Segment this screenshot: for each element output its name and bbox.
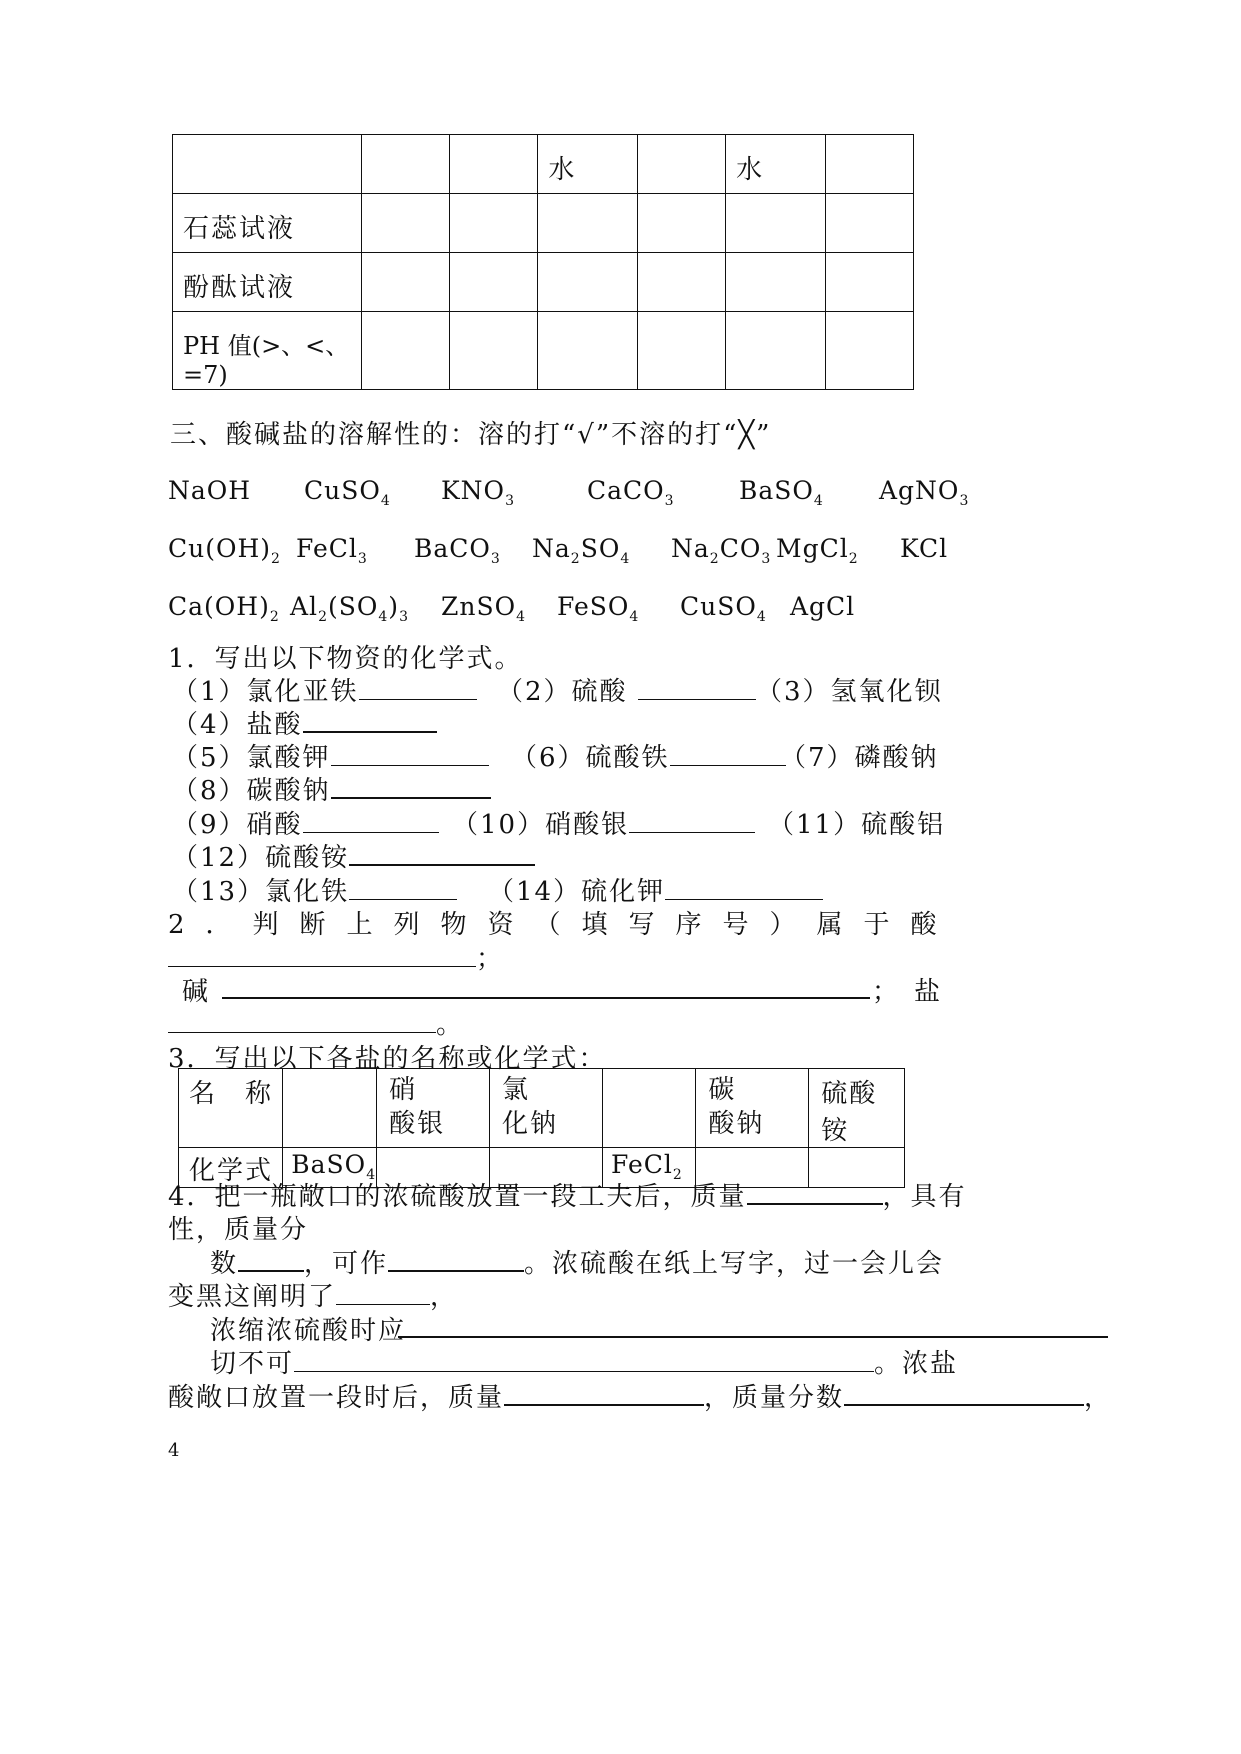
blank[interactable]: [844, 1378, 1084, 1406]
answer-cell[interactable]: [361, 253, 449, 312]
blank[interactable]: [336, 1278, 430, 1305]
answer-cell[interactable]: [726, 253, 825, 312]
blank[interactable]: [638, 673, 756, 700]
q4-line: 浓缩浓硫酸时应: [210, 1316, 407, 1346]
formula-item: ZnSO$_4$: [441, 592, 527, 625]
formula-item: $Al_2(SO_4)_3$: [290, 592, 409, 625]
name-cell: 氯 化钠: [490, 1069, 603, 1148]
answer-cell[interactable]: [361, 312, 449, 390]
blank[interactable]: [294, 1345, 874, 1372]
blank[interactable]: [238, 1244, 304, 1272]
question-title: 1．写出以下物资的化学式。: [168, 644, 523, 674]
formula-item: $Cu(OH)_2$: [168, 534, 281, 567]
blank[interactable]: [504, 1378, 704, 1406]
blank[interactable]: [629, 806, 755, 833]
q2-line: ；: [168, 938, 504, 975]
q1-line: （8）碳酸钠: [172, 770, 491, 807]
answer-cell[interactable]: [726, 312, 825, 390]
header-cell: [361, 135, 449, 194]
answer-cell[interactable]: [726, 194, 825, 253]
blank[interactable]: [222, 997, 870, 999]
formula-item: AgCl: [790, 592, 856, 621]
q1-line: （7）磷酸钠: [780, 743, 939, 773]
answer-cell[interactable]: [825, 312, 913, 390]
q1-line: （6）硫酸铁: [511, 737, 786, 774]
answer-cell[interactable]: [637, 253, 725, 312]
formula-item: BaSO$_4$: [739, 476, 824, 509]
blank[interactable]: [303, 806, 439, 833]
row-label: 石蕊试液: [173, 194, 362, 253]
q1-line: （13）氯化铁: [172, 871, 457, 908]
answer-cell[interactable]: [538, 253, 637, 312]
answer-cell[interactable]: [538, 194, 637, 253]
header-cell: [450, 135, 538, 194]
formula-item: FeCl$_3$: [296, 534, 368, 567]
q1-line: （9）硝酸: [172, 804, 439, 841]
indicator-table: [172, 134, 914, 390]
name-cell: 硝 酸银: [377, 1069, 490, 1148]
row-label: 酚酞试液: [173, 253, 362, 312]
blank[interactable]: [388, 1244, 524, 1272]
name-cell: 碳 酸钠: [696, 1069, 809, 1148]
blank[interactable]: [349, 873, 457, 900]
formula-item: BaCO$_3$: [414, 534, 501, 567]
q1-line: （1）氯化亚铁: [172, 671, 477, 708]
q1-line: （3）氢氧化钡: [756, 677, 943, 707]
q2-line: 。: [168, 1004, 464, 1041]
blank[interactable]: [168, 940, 476, 967]
header-cell: 水: [726, 135, 825, 194]
answer-cell[interactable]: [450, 253, 538, 312]
answer-cell[interactable]: [450, 312, 538, 390]
answer-cell[interactable]: [825, 194, 913, 253]
question-title: 3．写出以下各盐的名称或化学式：: [168, 1044, 607, 1074]
header-cell: [825, 135, 913, 194]
formula-item: CaCO$_3$: [587, 476, 675, 509]
blank[interactable]: [303, 705, 437, 733]
formula-item: NaOH: [168, 476, 252, 505]
answer-cell[interactable]: [538, 312, 637, 390]
answer-cell[interactable]: [825, 253, 913, 312]
q2-line: 碱: [182, 977, 211, 1007]
formula-item: AgNO$_3$: [879, 476, 970, 509]
name-cell: 硫酸铵: [809, 1069, 905, 1148]
answer-cell[interactable]: [361, 194, 449, 253]
blank[interactable]: [398, 1336, 1108, 1338]
q2-semi: ；: [872, 977, 901, 1007]
formula-cell: BaSO$_4$: [283, 1148, 377, 1188]
formula-item: $Ca(OH)_2$: [168, 592, 280, 625]
q2-salt: 盐: [914, 977, 943, 1007]
formula-item: FeSO$_4$: [557, 592, 640, 625]
formula-item: $Na_2CO_3$: [671, 534, 772, 567]
header-cell: [173, 135, 362, 194]
q2-text: 2．判断上列物资（填写序号）属于酸: [168, 910, 958, 940]
answer-cell[interactable]: [450, 194, 538, 253]
formula-item: MgCl$_2$: [776, 534, 859, 567]
header-cell: [637, 135, 725, 194]
blank[interactable]: [349, 838, 535, 866]
formula-item: $KNO_3$: [441, 476, 515, 509]
name-cell[interactable]: [602, 1069, 695, 1148]
q4-line: 切不可 。浓盐: [210, 1343, 958, 1380]
row-label: PH 值(>、<、=7): [173, 312, 362, 390]
q1-line: （5）氯酸钾: [172, 737, 489, 774]
q1-line: （2）硫酸: [497, 671, 756, 708]
blank[interactable]: [665, 873, 823, 900]
formula-label: 化学式: [179, 1148, 283, 1188]
blank[interactable]: [331, 739, 489, 766]
q1-line: （12）硫酸铵: [172, 837, 535, 874]
q1-line: （10）硝酸银: [452, 804, 755, 841]
answer-cell[interactable]: [637, 194, 725, 253]
blank[interactable]: [747, 1177, 883, 1205]
salt-table: [178, 1068, 905, 1188]
blank[interactable]: [359, 673, 477, 700]
header-cell: 水: [538, 135, 637, 194]
formula-item: KCl: [900, 534, 949, 563]
q1-line: （4）盐酸: [172, 704, 437, 741]
q4-line: 性，质量分: [168, 1215, 309, 1245]
blank[interactable]: [168, 1006, 436, 1033]
page-number: 4: [168, 1440, 180, 1461]
q4-line: 变黑这阐明了 ，: [168, 1276, 458, 1313]
formula-item: CuSO$_4$: [304, 476, 391, 509]
q4-line: 4．把一瓶敞口的浓硫酸放置一段工夫后，质量 ，具有: [168, 1176, 967, 1213]
blank[interactable]: [331, 771, 491, 799]
q4-line: 酸敞口放置一段时后，质量 ，质量分数 ，: [168, 1377, 1112, 1414]
name-label: 名 称: [179, 1069, 283, 1148]
q4-line: 数 ，可作 。浓硫酸在纸上写字，过一会儿会: [210, 1243, 944, 1280]
answer-cell[interactable]: [637, 312, 725, 390]
q1-line: （14）硫化钾: [488, 871, 823, 908]
name-cell[interactable]: [283, 1069, 377, 1148]
formula-item: CuSO$_4$: [680, 592, 767, 625]
blank[interactable]: [670, 739, 786, 766]
formula-cell: FeCl$_2$: [602, 1148, 695, 1188]
q1-line: （11）硫酸铝: [768, 810, 946, 840]
formula-item: $Na_2SO_4$: [532, 534, 631, 567]
section-title: 三、酸碱盐的溶解性的：溶的打“√”不溶的打“╳”: [170, 420, 772, 450]
